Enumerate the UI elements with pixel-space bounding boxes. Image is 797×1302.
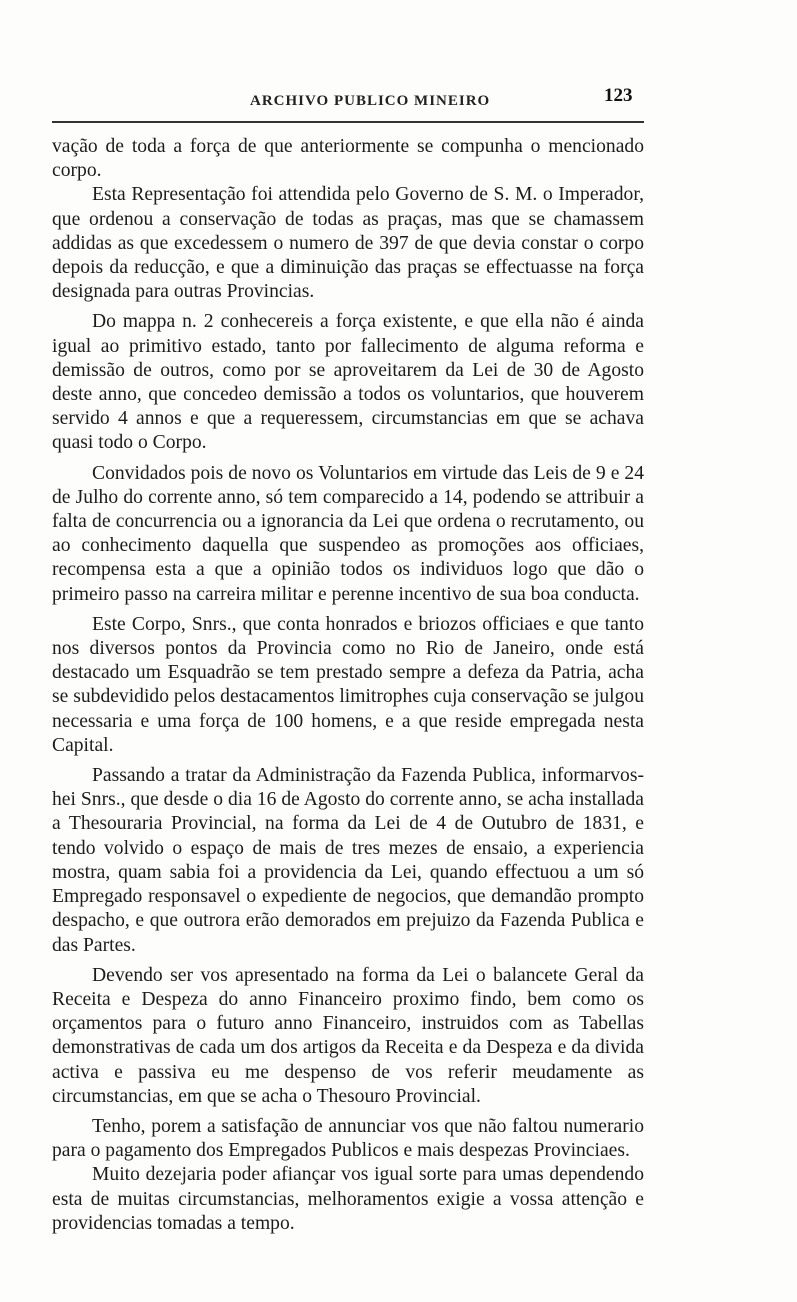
paragraph: Convidados pois de novo os Voluntarios em virtude das Leis de 9 e 24 de Julho do corrente anno, só tem comparecido a 14, podendo se attribuir a falta de concurrencia ou a ignorancia da Lei que ordena o recrutamento, ou ao conhecimento daquella que suspendeo as promoções aos officiaes, recompensa esta a que a opinião todos os individuos logo que dão o primeiro passo na carreira militar e perenne incentivo de sua boa conducta. <box>52 462 644 605</box>
page-number: 123 <box>604 85 633 106</box>
paragraph: Muito dezejaria poder afiançar vos igual sorte para umas dependendo esta de muitas circumstancias, melhoramentos exigie a vossa attenção e providencias tomadas a tempo. <box>52 1164 644 1234</box>
body-text <box>52 135 644 1236</box>
paragraph: Do mappa n. 2 conhecereis a força existente, e que ella não é ainda igual ao primitivo estado, tanto por fallecimento de alguma reforma e demissão de outros, como por se aproveitarem da Lei de 30 de Agosto deste anno, que concedeo demissão a todos os voluntarios, que houverem servido 4 annos e que a requeressem, circumstancias em que se achava quasi todo o Corpo. <box>52 311 644 454</box>
paragraph: Devendo ser vos apresentado na forma da Lei o balancete Geral da Receita e Despeza do anno Financeiro proximo findo, bem como os orçamentos para o futuro anno Financeiro, instruidos com as Tabellas demonstrativas de cada um dos artigos da Receita e da Despeza e da divida activa e passiva eu me despenso de vos referir meudamente as circumstancias, em que se acha o Thesouro Provincial. <box>52 964 644 1107</box>
paragraph: Esta Representação foi attendida pelo Governo de S. M. o Imperador, que ordenou a conservação de todas as praças, mas que se chamassem addidas as que excedessem o numero de 397 de que devia constar o corpo depois da reducção, e que a diminuição das praças se effectuasse na força designada para outras Provincias. <box>52 184 644 303</box>
paragraph: Passando a tratar da Administração da Fazenda Publica, informarvos-hei Snrs., que desde o dia 16 de Agosto do corrente anno, se acha installada a Thesouraria Provincial, na forma da Lei de 4 de Outubro de 1831, e tendo volvido o espaço de mais de tres mezes de ensaio, a experiencia mostra, quam sabia foi a providencia da Lei, quando effectuou a um só Empregado responsavel o expediente de negocios, que demandão prompto despacho, e que outrora erão demorados em prejuizo da Fazenda Publica e das Partes. <box>52 765 644 956</box>
paragraph: Tenho, porem a satisfação de annunciar vos que não faltou numerario para o pagamento dos Empregados Publicos e mais despezas Provinciaes. <box>52 1115 644 1162</box>
paragraph: Este Corpo, Snrs., que conta honrados e briozos officiaes e que tanto nos diversos pontos da Provincia como no Rio de Janeiro, onde está destacado um Esquadrão se tem prestado sempre a defeza da Patria, acha se subdevidido pelos destacamentos limitrophes cuja conservação se julgou necessaria e uma força de 100 homens, e a que reside empregada nesta Capital. <box>52 613 645 756</box>
paragraph-continuation: vação de toda a força de que anteriormente se compunha o mencionado corpo. <box>52 136 644 182</box>
running-head: ARCHIVO PUBLICO MINEIRO <box>250 93 491 109</box>
header-rule <box>52 121 644 123</box>
